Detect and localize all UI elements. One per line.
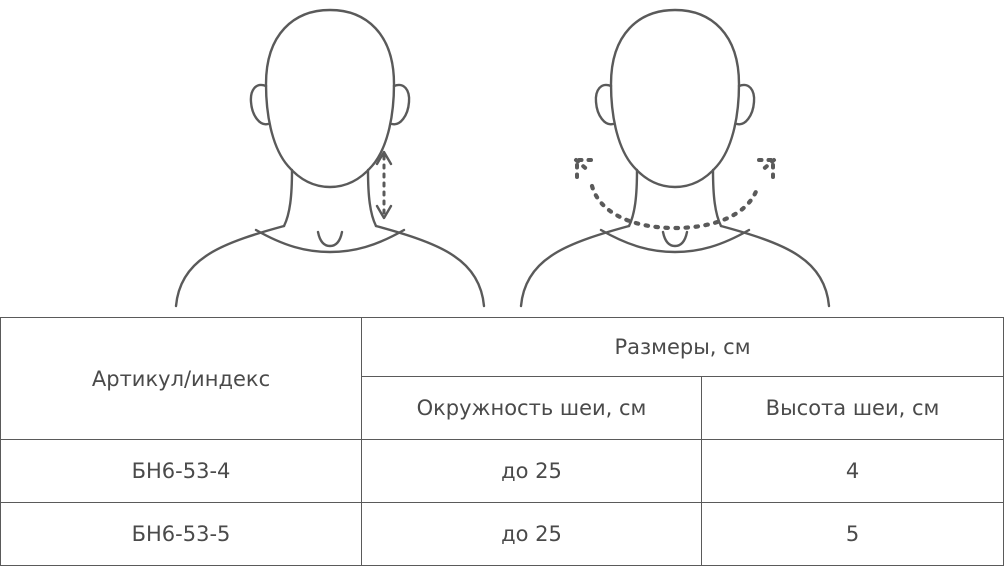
head-outline (611, 10, 739, 187)
neck-left-line (629, 170, 637, 226)
measure-bracket-right (756, 160, 774, 177)
table-row (1, 440, 1004, 503)
table-row (1, 503, 1004, 566)
size-table (0, 317, 1004, 566)
head-outline (266, 10, 394, 187)
header-sizes-group: Размеры, см (362, 318, 1004, 377)
collar-line (601, 230, 749, 252)
neck-left-line (284, 170, 292, 226)
header-neck-circumference: Окружность шеи, см (362, 377, 702, 440)
clavicle-notch (318, 232, 342, 246)
back-view-figure (521, 10, 829, 306)
cell-height: 4 (702, 440, 1004, 503)
header-neck-height: Высота шеи, см (702, 377, 1004, 440)
neck-right-line (368, 170, 376, 226)
right-shoulder (376, 226, 484, 306)
cell-circumference: до 25 (362, 503, 702, 566)
clavicle-notch (663, 232, 687, 246)
left-shoulder (176, 226, 284, 306)
front-view-figure (176, 10, 484, 306)
right-shoulder (721, 226, 829, 306)
cell-article: БН6-53-4 (1, 440, 362, 503)
table-header-row-top (1, 318, 1004, 377)
cell-height: 5 (702, 503, 1004, 566)
neck-circumference-dotted-line (592, 186, 758, 228)
cell-circumference: до 25 (362, 440, 702, 503)
neck-right-line (713, 170, 721, 226)
left-shoulder (521, 226, 629, 306)
collar-line (256, 230, 404, 252)
measure-bracket-left (576, 160, 594, 177)
header-article: Артикул/индекс (1, 318, 362, 440)
cell-article: БН6-53-5 (1, 503, 362, 566)
